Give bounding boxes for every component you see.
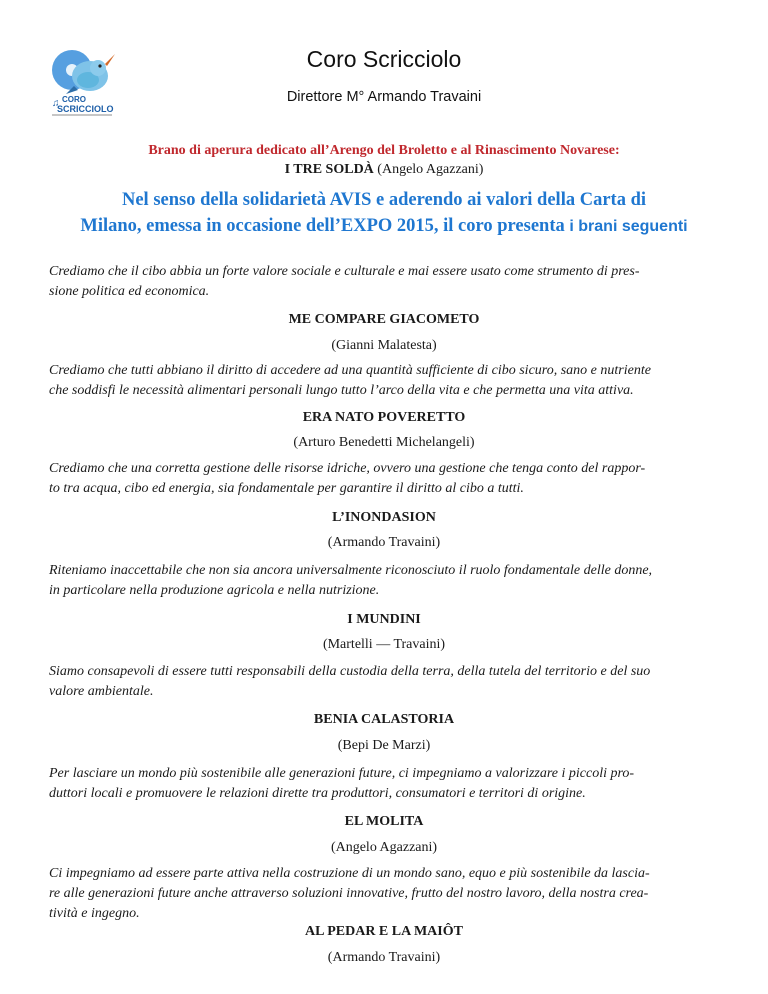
song-author: (Angelo Agazzani) [330, 840, 438, 855]
paragraph-line: to tra acqua, cibo ed energia, sia fondamentale per garantire il diritto al cibo a tutti. [49, 481, 524, 496]
statement-line-2 [0, 216, 768, 237]
song-title: BENIA CALASTORIA [313, 712, 455, 727]
song-author: (Bepi De Marzi) [337, 738, 431, 753]
charter-paragraph [49, 864, 721, 924]
song-title: EL MOLITA [344, 814, 424, 829]
choir-title: Coro Scricciolo [306, 46, 462, 72]
svg-text:♫: ♫ [52, 98, 60, 109]
song-title: L’INONDASION [332, 510, 436, 525]
director-line: Direttore M° Armando Travaini [286, 89, 482, 105]
charter-paragraph [49, 662, 721, 702]
song-author: (Armando Travaini) [327, 950, 441, 965]
paragraph-line: tività e ingegno. [49, 906, 140, 921]
paragraph-line: Crediamo che una corretta gestione delle risorse idriche, ovvero una gestione che tenga conto del rappor- [49, 461, 646, 476]
paragraph-line: valore ambientale. [49, 684, 154, 699]
paragraph-line: Per lasciare un mondo più sostenibile alle generazioni future, ci impegniamo a valorizzare i piccoli pro- [49, 766, 635, 781]
statement-line-2-b: i brani seguenti [569, 218, 688, 235]
statement-line-2-a: Milano, emessa in occasione dell’EXPO 2015, il coro presenta [80, 216, 570, 236]
charter-paragraph [49, 561, 721, 601]
opening-song [0, 162, 768, 178]
charter-paragraph [49, 459, 721, 499]
paragraph-line: Crediamo che il cibo abbia un forte valore sociale e culturale e mai essere usato come strumento di pres- [49, 264, 640, 279]
song-title: I MUNDINI [347, 612, 421, 627]
paragraph-line: che soddisfi le necessità alimentari personali lungo tutto l’arco della vita e che permetta una vita attiva. [49, 383, 634, 398]
charter-paragraph [49, 764, 721, 804]
paragraph-line: re alle generazioni future anche attraverso soluzioni innovative, frutto del nostro lavoro, della nostra crea- [49, 886, 649, 901]
svg-text:CORO: CORO [62, 95, 86, 104]
song-title: ERA NATO POVERETTO [302, 410, 466, 425]
paragraph-line: Crediamo che tutti abbiano il diritto di accedere ad una quantità sufficiente di cibo sicuro, sano e nutriente [49, 363, 651, 378]
song-author: (Armando Travaini) [327, 535, 441, 550]
paragraph-line: duttori locali e promuovere le relazioni dirette tra produttori, consumatori e territori di origine. [49, 786, 586, 801]
paragraph-line: Ci impegniamo ad essere parte attiva nella costruzione di un mondo sano, equo e più sostenibile da lascia- [49, 866, 650, 881]
opening-song-author: (Angelo Agazzani) [377, 162, 484, 177]
opening-dedication: Brano di aperura dedicato all’Arengo del Broletto e al Rinascimento Novarese: [148, 143, 620, 158]
charter-paragraph [49, 361, 721, 401]
paragraph-line: in particolare nella produzione agricola e nella nutrizione. [49, 583, 380, 598]
song-title: ME COMPARE GIACOMETO [288, 312, 480, 327]
song-author: (Gianni Malatesta) [331, 338, 437, 353]
paragraph-line: Siamo consapevoli di essere tutti responsabili della custodia della terra, della tutela del territorio e del suo [49, 664, 651, 679]
paragraph-line: sione politica ed economica. [49, 284, 210, 299]
song-author: (Arturo Benedetti Michelangeli) [293, 435, 475, 450]
opening-song-title: I TRE SOLDÀ [284, 162, 374, 177]
paragraph-line: Riteniamo inaccettabile che non sia ancora universalmente riconosciuto il ruolo fondamentale delle donne, [49, 563, 653, 578]
song-title: AL PEDAR E LA MAIÔT [305, 924, 463, 939]
statement-line-1: Nel senso della solidarietà AVIS e aderendo ai valori della Carta di [121, 190, 646, 210]
svg-text:SCRICCIOLO: SCRICCIOLO [57, 104, 114, 114]
song-author: (Martelli — Travaini) [322, 637, 446, 652]
charter-paragraph [49, 262, 721, 302]
